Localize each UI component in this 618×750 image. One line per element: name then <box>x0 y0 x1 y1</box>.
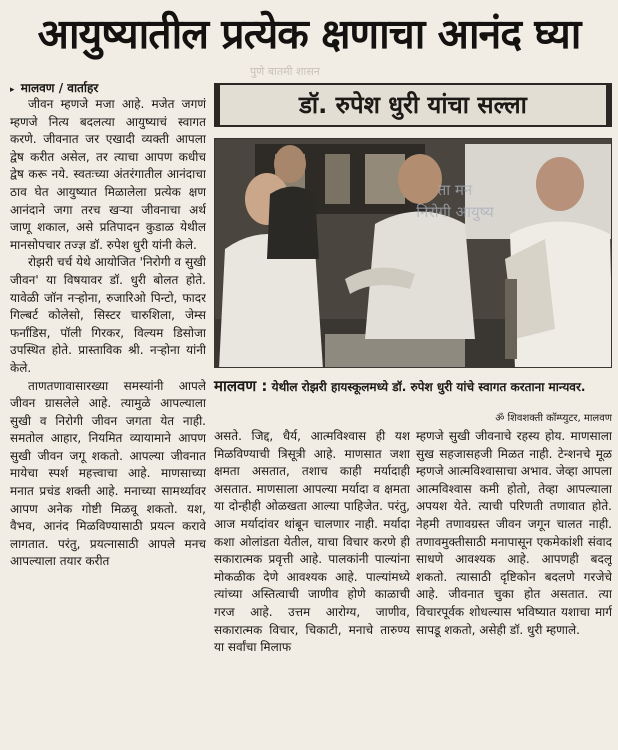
article-paragraph: जीवन म्हणजे मजा आहे. मजेत जगणं म्हणजे नित्य बदलत्या आयुष्याचं स्वागत करणे. जीवनात जर एखादी व्यक्ती आपला द्वेष करीत असेल, तर त्याचा आपण कधीच द्वेष करू नये. स्वतःच्या अंतरंगातील आनंदाचा ठाव घेत आयुष्यात मिळालेला प्रत्येक क्षण आनंदाने जगा तरच खऱ्या जीवनाचा अर्थ जाणू शकाल, असे प्रतिपादन कुडाळ येथील मानसोपचार तज्ज्ञ डॉ. रुपेश धुरी यांनी केले. <box>10 97 206 252</box>
photo-watermark-line: ता मन <box>437 181 473 199</box>
caption-text: येथील रोझरी हायस्कूलमध्ये डॉ. रुपेश धुरी यांचे स्वागत करताना मान्यवर. <box>271 380 586 394</box>
photo-caption <box>214 378 612 412</box>
caption-place: मालवण : <box>214 377 268 395</box>
article-paragraph: रोझरी चर्च येथे आयोजित 'निरोगी व सुखी जीवन' या विषयावर डॉ. धुरी बोलत होते. यावेळी जॉन नऱ्होना, रुजारिओ पिन्टो, फादर गिल्बर्ट कोलेसो, सिस्टर चारुशिला, जेम्स फर्नांडिस, पॉली गिरकर, विल्यम डिसोजा उपस्थित होते. प्रास्ताविक श्री. नऱ्होना यांनी केले. <box>10 255 206 375</box>
faint-print-through-text: पुणे बातमी शासन <box>250 65 320 78</box>
dateline-arrow-icon: ▸ <box>10 85 15 95</box>
dateline-separator: / <box>58 81 64 95</box>
photo-watermark-line: निरोगी आयुष्य <box>416 203 494 221</box>
news-photo <box>214 138 612 368</box>
dateline-place: मालवण <box>20 81 55 95</box>
article-paragraph: ताणतणावासारख्या समस्यांनी आपले जीवन ग्रासलेले आहे. त्यामुळे आपल्याला सुखी व निरोगी जीवन जगता येत नाही. समतोल आहार, नियमित व्यायामाने आपण सुखी जीवन जगू शकतो. आपल्या जीवनात मायेचा स्पर्श महत्त्वाचा आहे. माणसाच्या मनात प्रचंड शक्ती आहे. मनाच्या सामर्थ्यावर आपण अनेक गोष्टी मिळवू शकतो. यश, वैभव, आनंद मिळविण्यासाठी प्रयत्न करावे लागतात. परंतु, प्रयत्नासाठी आपले मनच आपल्याला तयार करीत <box>10 378 206 569</box>
photo-credit: ॐ शिवशक्ती कॉम्प्युटर, मालवण <box>495 413 612 424</box>
subheadline-box: डॉ. रुपेश धुरी यांचा सल्ला <box>214 83 612 127</box>
dateline-reporter: वार्ताहर <box>67 81 99 95</box>
article-paragraph: म्हणजे सुखी जीवनाचे रहस्य होय. माणसाला सुख सहजासहजी मिळत नाही. टेन्शनचे मूळ म्हणजे आत्मविश्वासाचा अभाव. जेव्हा आपला आत्मविश्वास कमी होतो, तेव्हा आपल्याला अपयश येते. त्याची परिणती तणावात होते. नेहमी तणावग्रस्त जीवन जगून चालत नाही. तणावमुक्तीसाठी मनापासून एकमेकांशी संवाद साधणे आवश्यक आहे. आपणही बदलू शकतो. त्यासाठी दृष्टिकोन बदलणे गरजेचे आहे. जीवनात चुका होत असतात. त्या विचारपूर्वक शोधल्यास भविष्यात यशाचा मार्ग सापडू शकतो, असेही डॉ. धुरी म्हणाले. <box>416 429 612 637</box>
article-column-1 <box>10 96 206 746</box>
photo-scene-illustration <box>215 139 612 368</box>
dateline <box>10 80 210 96</box>
article-column-2 <box>214 428 410 746</box>
headline: आयुष्यातील प्रत्येक क्षणाचा आनंद घ्या <box>37 10 581 58</box>
article-column-3 <box>416 428 612 746</box>
article-paragraph: असते. जिद्द, धैर्य, आत्मविश्वास ही यश मिळविण्याची त्रिसूत्री आहे. माणसात जशा क्षमता असतात, तशाच काही मर्यादाही असतात. माणसाला आपल्या मर्यादा व क्षमता या दोन्हीही ओळखता आल्या पाहिजेत. परंतु, आज मर्यादांवर थांबून चालणार नाही. मर्यादा कशा ओलांडता येतील, याचा विचार करणे ही सकारात्मक प्रवृत्ती आहे. पालकांनी पाल्यांना मोकळीक देणे आवश्यक आहे. पाल्यांमध्ये त्यांच्या अस्तित्वाची जाणीव होणे काळाची गरज आहे. उत्तम आरोग्य, जाणीव, सकारात्मक विचार, चिकाटी, मनाचे तारुण्य या सर्वांचा मिलाफ <box>214 429 410 655</box>
photo-watermark <box>385 179 525 229</box>
